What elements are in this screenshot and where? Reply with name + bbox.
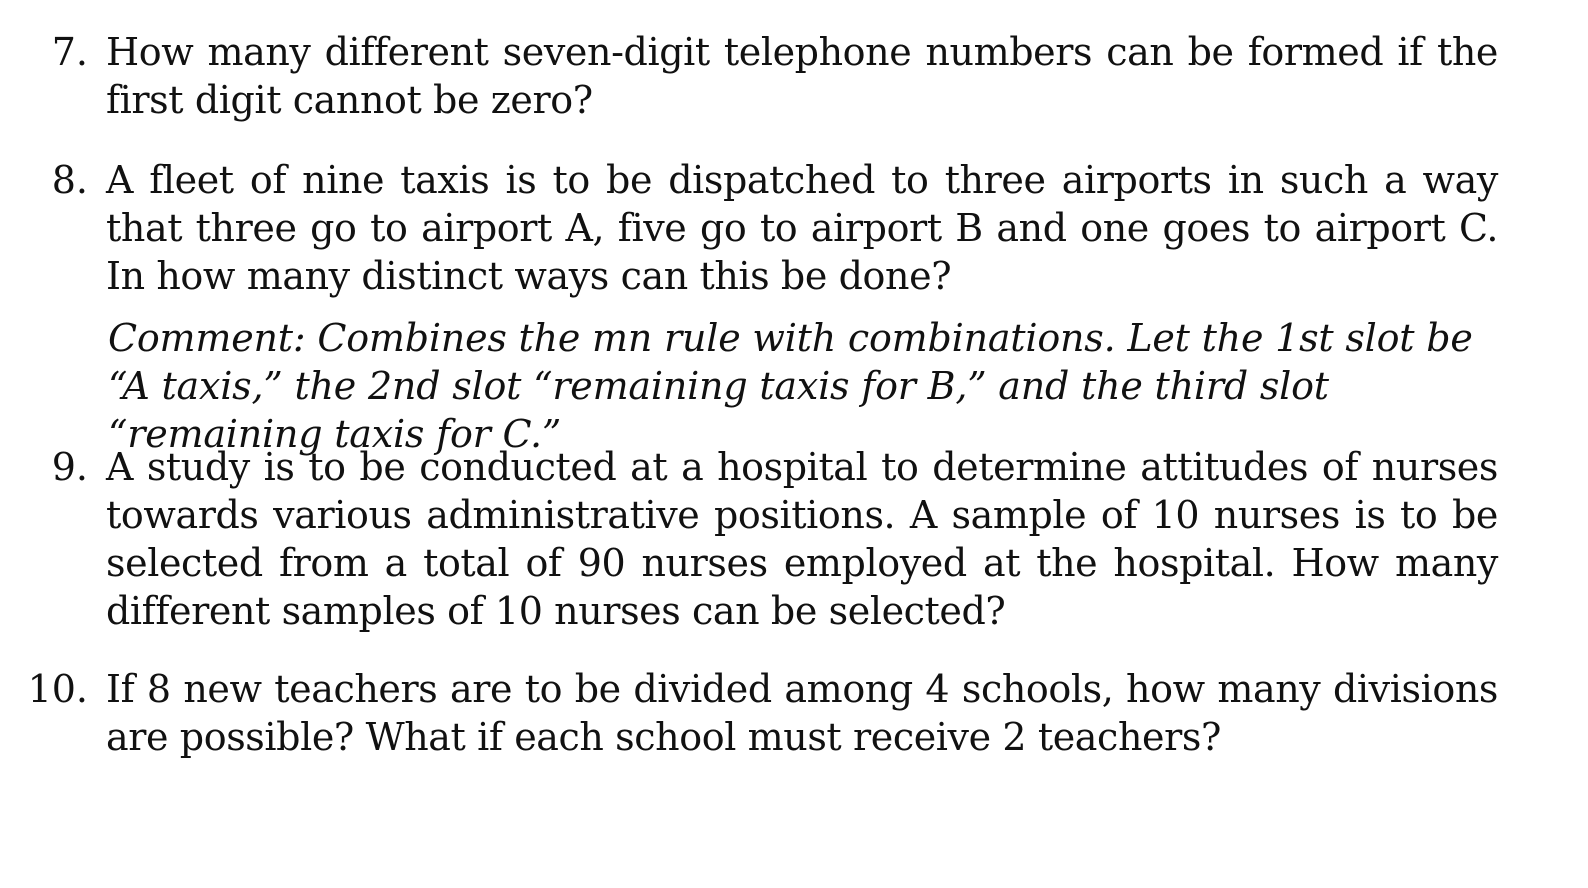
problem-text: A study is to be conducted at a hospital to determine attitudes of nurses towards various administrative positions. A sample of 10 nurses is to be selected from a total of 90 nurses employed at the hospital. How many different samples of 10 nurses can be selected? bbox=[106, 445, 1498, 633]
problem-text: How many different seven-digit telephone numbers can be formed if the first digit cannot be zero? bbox=[106, 30, 1498, 122]
problem-text: A fleet of nine taxis is to be dispatched to three airports in such a way that three go to airport A, five go to airport B and one goes to airport C. In how many distinct ways can this be done? bbox=[106, 158, 1498, 298]
problem-number: 8. bbox=[51, 158, 88, 202]
problem-comment: Comment: Combines the mn rule with combinations. Let the 1st slot be “A taxis,” the 2nd slot “remaining taxis for B,” and the third slot “remaining taxis for C.” bbox=[108, 316, 1473, 456]
problem-number: 10. bbox=[27, 667, 88, 711]
problem-number: 9. bbox=[51, 445, 88, 489]
problem-number: 7. bbox=[51, 30, 88, 74]
problem-text: If 8 new teachers are to be divided among 4 schools, how many divisions are possible? What if each school must receive 2 teachers? bbox=[106, 667, 1498, 759]
